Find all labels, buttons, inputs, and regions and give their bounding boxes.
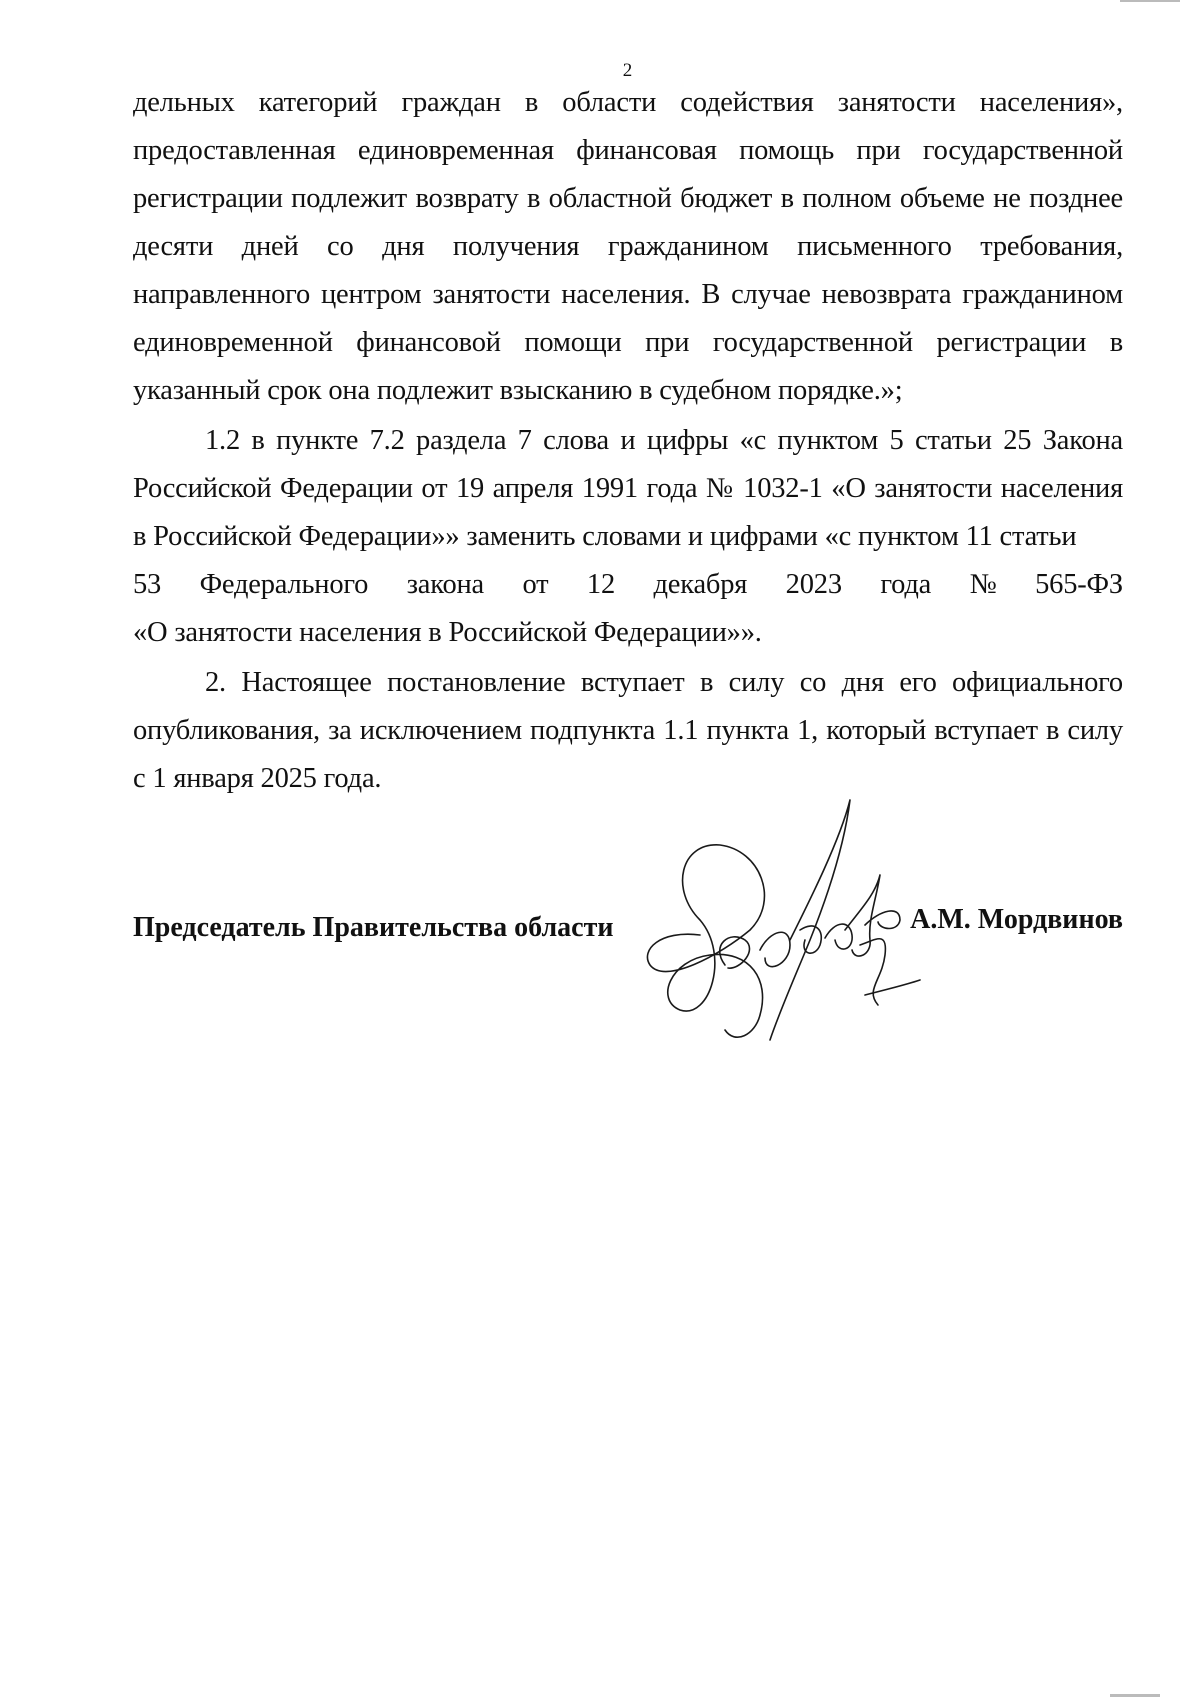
word: № — [969, 569, 997, 600]
signatory-name: А.М. Мордвинов — [910, 904, 1123, 935]
word: 2023 — [785, 569, 842, 600]
signatory-position: Председатель Правительства области — [133, 912, 614, 943]
word: декабря — [653, 569, 748, 600]
handwritten-signature — [640, 780, 940, 1060]
word: 565-ФЗ — [1035, 569, 1123, 600]
word: Федерального — [199, 569, 369, 600]
word: закона — [406, 569, 484, 600]
word: года — [880, 569, 932, 600]
scan-artifact — [1120, 0, 1180, 2]
page-number: 2 — [622, 60, 633, 81]
paragraph-effective-date: 2. Настоящее постановление вступает в силу со дня его официального опубликования, за исключением подпункта 1.1 пункта 1, который вступает в силу с 1 января 2025 года. — [133, 667, 1123, 794]
paragraph-clause-1-2-spread-line — [133, 561, 1123, 609]
paragraph-continuation: дельных категорий граждан в области содействия занятости населения», предоставленная единовременная финансовая помощь при государственной регистрации подлежит возврату в областной бюджет в полном объеме не позднее десяти дней со дня получения гражданином письменного требования, направленного центром занятости населения. В случае невозврата гражданином единовременной финансовой помощи при государственной регистрации в указанный срок она подлежит взысканию в судебном порядке.»; — [133, 87, 1123, 406]
word: 12 — [586, 569, 616, 600]
paragraph-clause-1-2-start: 1.2 в пункте 7.2 раздела 7 слова и цифры «с пунктом 5 статьи 25 Закона Российской Федерации от 19 апреля 1991 года № 1032-1 «О занятости населения в Российской Федерации»» заменить словами и цифрами «с пунктом 11 статьи — [133, 425, 1123, 552]
word: 53 — [133, 569, 162, 600]
word: от — [522, 569, 549, 600]
document-body — [133, 79, 1123, 803]
paragraph-clause-1-2 — [133, 417, 1123, 657]
paragraph-clause-1-2-end: «О занятости населения в Российской Федерации»». — [133, 617, 762, 648]
